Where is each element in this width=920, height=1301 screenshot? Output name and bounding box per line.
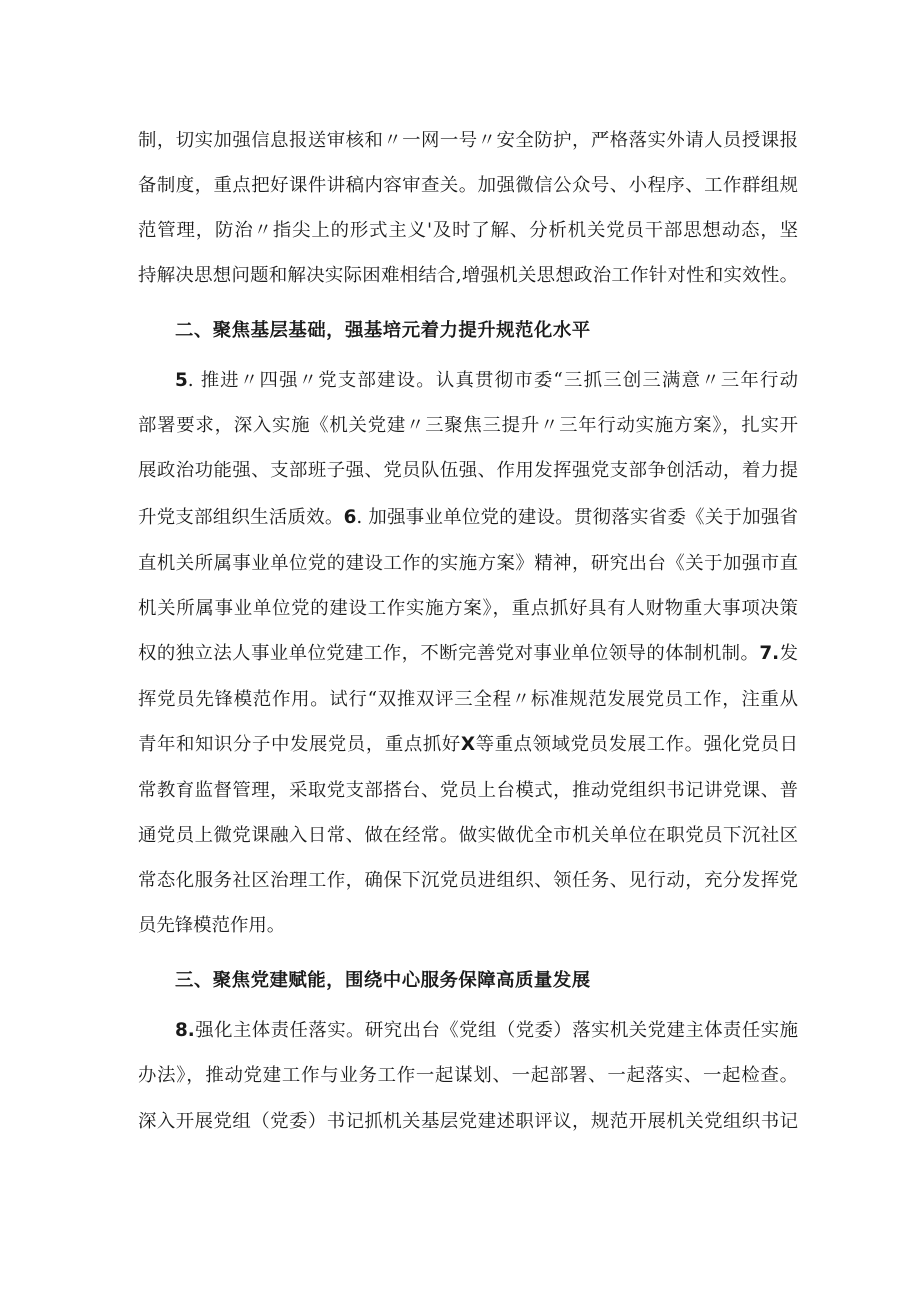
item-number: 6 xyxy=(343,507,357,528)
paragraph-line: 常教育监督管理，采取党支部搭台、党员上台模式，推动党组织书记讲党课、普 xyxy=(138,780,798,801)
paragraph-line: 范管理，防治〃指尖上的形式主义'及时了解、分析机关党员干部思想动态，坚 xyxy=(138,220,798,241)
item-number: 7. xyxy=(759,643,780,664)
paragraph-line xyxy=(138,637,798,671)
paragraph-line: 机关所属事业单位党的建设工作实施方案》，重点抓好具有人财物重大事项决策 xyxy=(138,598,798,619)
paragraph-text: 等重点领域党员发展工作。强化党员日 xyxy=(475,734,798,755)
paragraph-text: 青年和知识分子中发展党员，重点抓好 xyxy=(138,734,461,755)
paragraph-line: 制，切实加强信息报送审核和〃一网一号〃安全防护，严格落实外请人员授课报 xyxy=(138,130,798,151)
paragraph-text: . 加强事业单位党的建设。贯彻落实省委《关于加强省 xyxy=(356,507,798,528)
paragraph-line: 深入开展党组（党委）书记抓机关基层党建述职评议，规范开展机关党组织书记 xyxy=(138,1111,798,1132)
paragraph-line: 常态化服务社区治理工作，确保下沉党员进组织、领任务、见行动，充分发挥党 xyxy=(138,870,798,891)
section-heading-3: 三、聚焦党建赋能，围绕中心服务保障高质量发展 xyxy=(175,970,591,991)
paragraph-line: 展政治功能强、支部班子强、党员队伍强、作用发挥强党支部争创活动，着力提 xyxy=(138,460,798,481)
paragraph-line: 挥党员先锋模范作用。试行“双推双评三全程〃标准规范发展党员工作，注重从 xyxy=(138,689,798,710)
paragraph-line xyxy=(175,364,798,398)
paragraph-text: 升党支部组织生活质效。 xyxy=(138,507,344,528)
paragraph-text: . 推进〃四强〃党支部建设。认真贯彻市委“三抓三创三满意〃三年行动 xyxy=(187,370,798,391)
paragraph-line xyxy=(138,501,798,535)
paragraph-line: 员先锋模范作用。 xyxy=(138,915,286,936)
paragraph-line: 备制度，重点把好课件讲稿内容审查关。加强微信公众号、小程序、工作群组规 xyxy=(138,175,798,196)
paragraph-line: 办法》，推动党建工作与业务工作一起谋划、一起部署、一起落实、一起检查。 xyxy=(138,1065,798,1086)
item-number: 5 xyxy=(175,370,188,391)
item-number: 8. xyxy=(175,1020,195,1041)
paragraph-line xyxy=(138,728,798,762)
paragraph-line: 通党员上微党课融入日常、做在经常。做实做优全市机关单位在职党员下沉社区 xyxy=(138,825,798,846)
paragraph-text: 权的独立法人事业单位党建工作，不断完善党对事业单位领导的体制机制。 xyxy=(138,643,760,664)
paragraph-line: 直机关所属事业单位党的建设工作的实施方案》精神，研究出台《关于加强市直 xyxy=(138,553,798,574)
paragraph-text: 发 xyxy=(779,643,798,664)
bold-x: X xyxy=(460,734,476,755)
paragraph-text: 强化主体责任落实。研究出台《党组（党委）落实机关党建主体责任实施 xyxy=(194,1020,798,1041)
paragraph-line: 部署要求，深入实施《机关党建〃三聚焦三提升〃三年行动实施方案》，扎实开 xyxy=(138,415,798,436)
paragraph-line xyxy=(175,1014,798,1048)
paragraph-line: 持解决思想问题和解决实际困难相结合,增强机关思想政治工作针对性和实效性。 xyxy=(138,265,798,286)
section-heading-2: 二、聚焦基层基础，强基培元着力提升规范化水平 xyxy=(175,320,591,341)
